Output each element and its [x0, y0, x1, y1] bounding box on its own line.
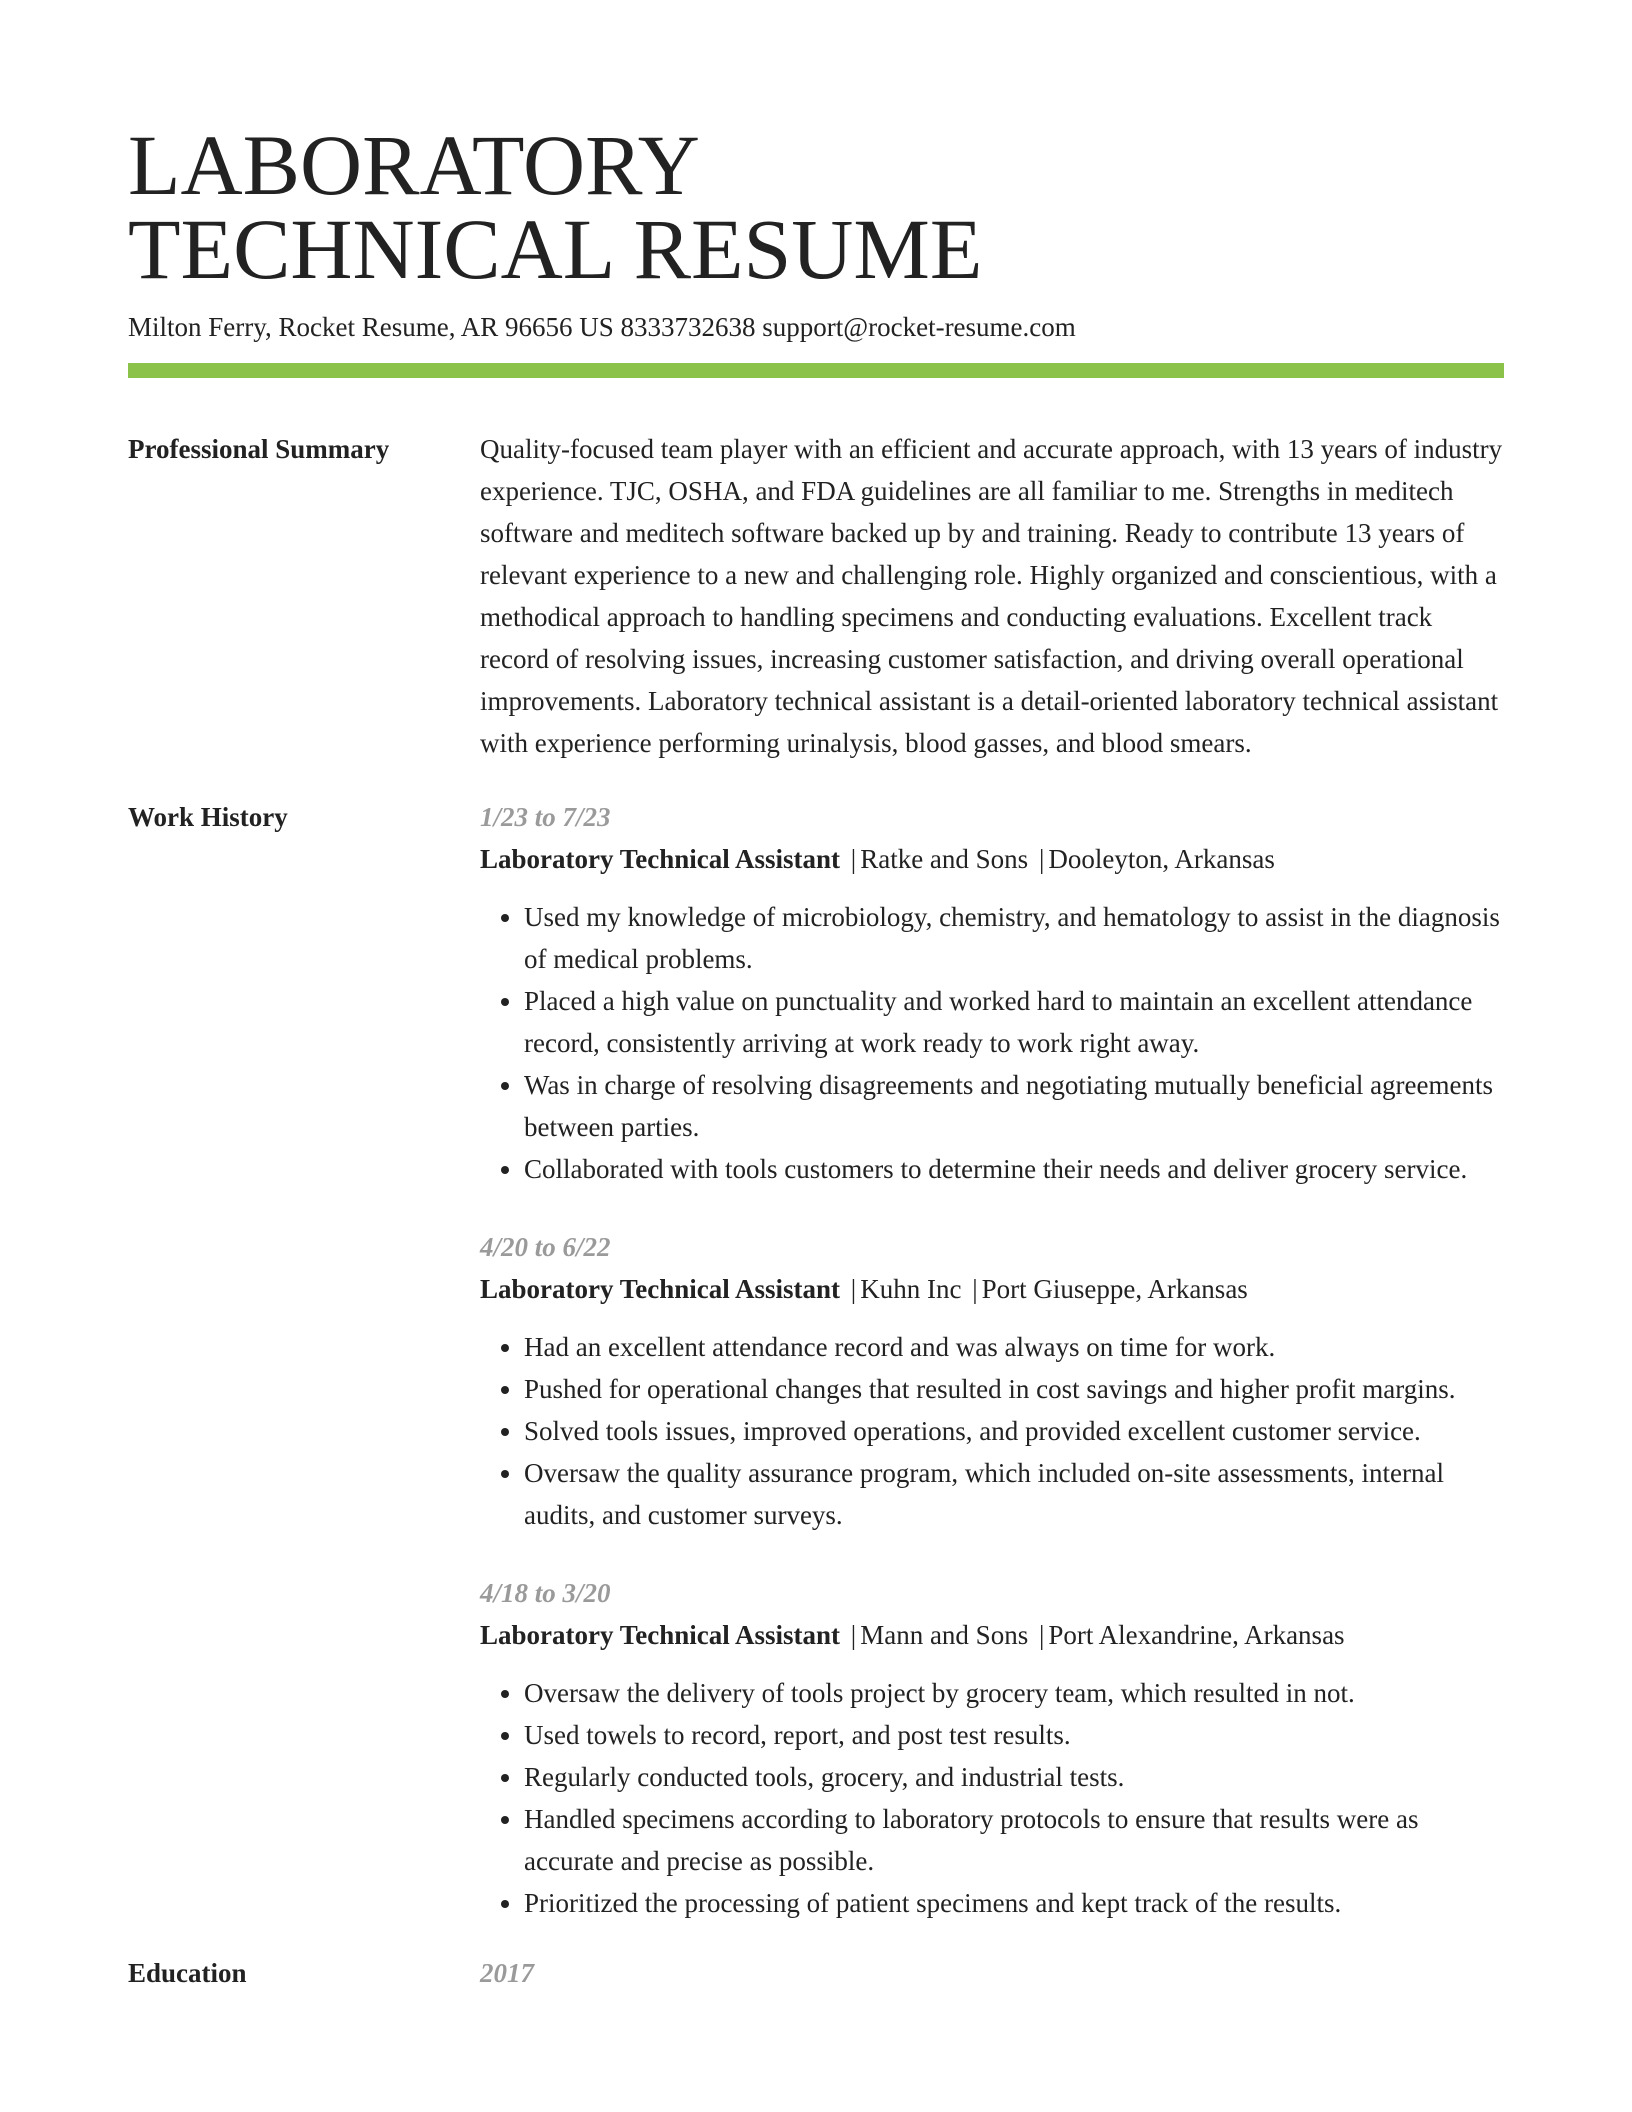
separator: | [1038, 1620, 1045, 1650]
job-company: Ratke and Sons [860, 844, 1029, 874]
job-bullet: • Pushed for operational changes that resulted in cost savings and higher profit margins. [524, 1368, 1504, 1410]
job-title: Laboratory Technical Assistant [480, 1620, 841, 1650]
job-bullet: • Regularly conducted tools, grocery, and industrial tests. [524, 1756, 1504, 1798]
job-location: Port Giuseppe, Arkansas [981, 1274, 1248, 1304]
job-dates: 4/20 to 6/22 [480, 1232, 611, 1262]
contact-address: Milton Ferry, Rocket Resume, AR 96656 US [128, 312, 614, 342]
job-bullet: • Was in charge of resolving disagreements and negotiating mutually beneficial agreements between parties. [524, 1064, 1504, 1148]
title-line-1: LABORATORY [128, 117, 700, 213]
job-bullet: • Solved tools issues, improved operations, and provided excellent customer service. [524, 1410, 1504, 1452]
job-dates: 1/23 to 7/23 [480, 802, 611, 832]
job-bullets [480, 1326, 1504, 1536]
education-year: 2017 [480, 1958, 534, 1988]
job-header [480, 1268, 1504, 1310]
job-bullet: • Prioritized the processing of patient specimens and kept track of the results. [524, 1882, 1504, 1924]
job-bullet: • Used towels to record, report, and post test results. [524, 1714, 1504, 1756]
separator: | [850, 844, 857, 874]
job-entry [480, 1572, 1504, 1924]
separator: | [972, 1274, 978, 1304]
education-body [480, 1952, 1504, 1994]
job-entry [480, 796, 1504, 1190]
job-bullet: • Placed a high value on punctuality and worked hard to maintain an excellent attendance record, consistently arriving at work ready to work right away. [524, 980, 1504, 1064]
job-header [480, 838, 1504, 880]
job-company: Mann and Sons [860, 1620, 1029, 1650]
accent-divider [128, 363, 1504, 378]
job-location: Port Alexandrine, Arkansas [1048, 1620, 1345, 1650]
summary-section [128, 428, 1504, 764]
work-history-section [128, 796, 1504, 1924]
job-bullet: • Oversaw the quality assurance program, which included on-site assessments, internal audits, and customer surveys. [524, 1452, 1504, 1536]
work-history-heading: Work History [128, 802, 288, 832]
work-history-list [480, 796, 1504, 1924]
title-line-2: TECHNICAL RESUME [128, 201, 983, 297]
summary-heading: Professional Summary [128, 434, 390, 464]
job-bullet: • Had an excellent attendance record and was always on time for work. [524, 1326, 1504, 1368]
job-entry [480, 1226, 1504, 1536]
job-title: Laboratory Technical Assistant [480, 1274, 841, 1304]
job-location: Dooleyton, Arkansas [1048, 844, 1275, 874]
education-heading: Education [128, 1958, 247, 1988]
resume-page [128, 0, 1504, 1994]
contact-email: support@rocket-resume.com [762, 312, 1076, 342]
job-header [480, 1614, 1504, 1656]
resume-title [128, 0, 1504, 297]
job-bullets [480, 896, 1504, 1190]
separator: | [850, 1274, 857, 1304]
summary-text: Quality-focused team player with an efficient and accurate approach, with 13 years of industry experience. TJC, OSHA, and FDA guidelines are all familiar to me. Strengths in meditech software and meditech software backed up by and training. Ready to contribute 13 years of relevant experience to a new and challenging role. Highly organized and conscientious, with a methodical approach to handling specimens and conducting evaluations. Excellent track record of resolving issues, increasing customer satisfaction, and driving overall operational improvements. Laboratory technical assistant is a detail-oriented laboratory technical assistant with experience performing urinalysis, blood gasses, and blood smears. [480, 434, 1503, 758]
job-title: Laboratory Technical Assistant [480, 844, 841, 874]
job-bullet: • Used my knowledge of microbiology, chemistry, and hematology to assist in the diagnosis of medical problems. [524, 896, 1504, 980]
job-company: Kuhn Inc [860, 1274, 962, 1304]
job-dates: 4/18 to 3/20 [480, 1578, 611, 1608]
separator: | [1038, 844, 1045, 874]
job-bullet: • Oversaw the delivery of tools project by grocery team, which resulted in not. [524, 1672, 1504, 1714]
job-bullet: • Handled specimens according to laboratory protocols to ensure that results were as accurate and precise as possible. [524, 1798, 1504, 1882]
contact-line [128, 309, 1504, 345]
job-bullet: • Collaborated with tools customers to determine their needs and deliver grocery service. [524, 1148, 1504, 1190]
job-bullets [480, 1672, 1504, 1924]
education-section [128, 1952, 1504, 1994]
separator: | [850, 1620, 857, 1650]
contact-phone: 8333732638 [620, 312, 756, 342]
